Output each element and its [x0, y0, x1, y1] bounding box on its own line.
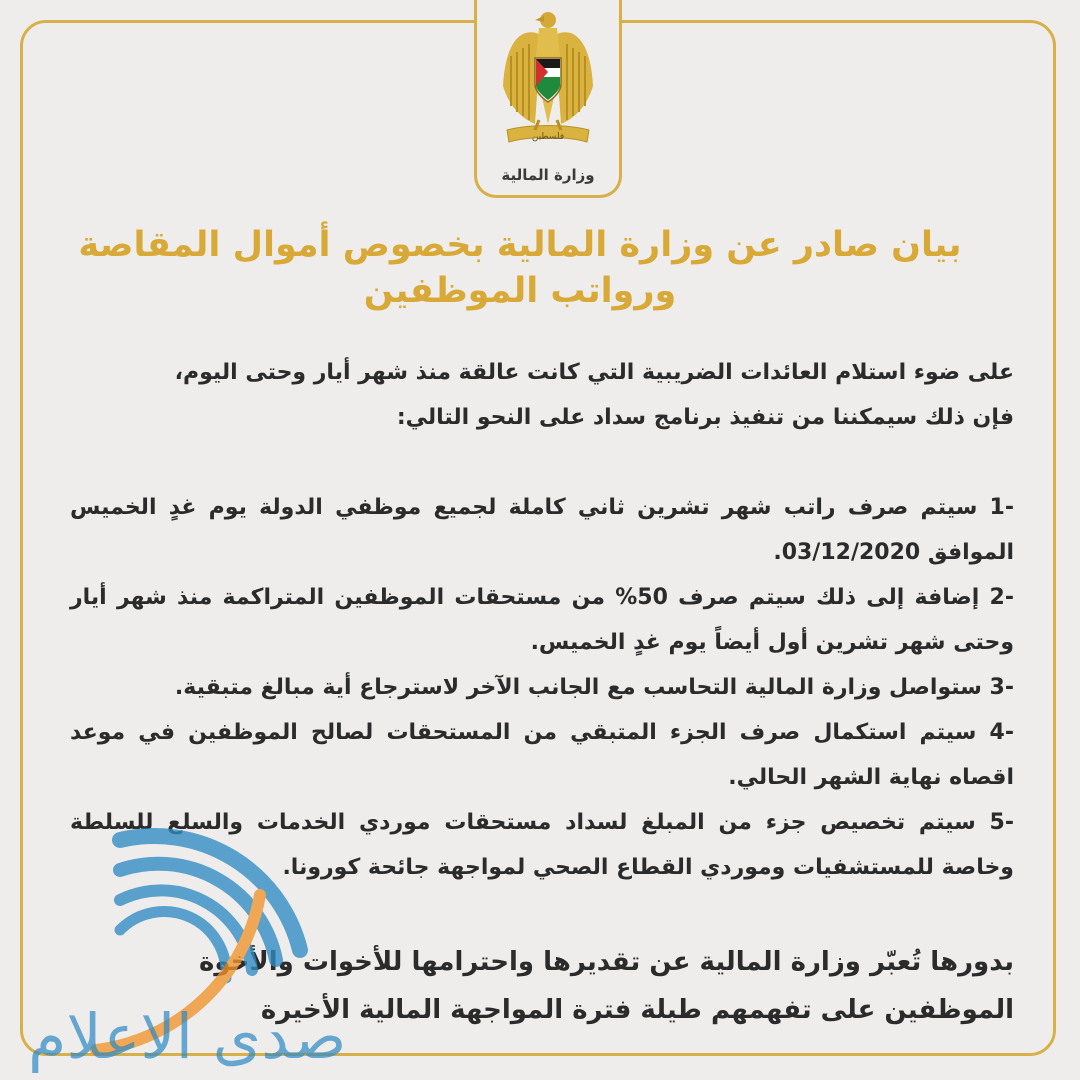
eagle-emblem-icon — [499, 6, 597, 156]
list-item: -2 إضافة إلى ذلك سيتم صرف 50% من مستحقات الموظفين المتراكمة منذ شهر أيار وحتى شهر تشرين أول أيضاً يوم غدٍ الخميس. — [70, 585, 1014, 655]
intro-line: فإن ذلك سيمكننا من تنفيذ برنامج سداد على النحو التالي: — [396, 405, 1014, 430]
watermark-text: صدى الاعلام — [28, 1000, 347, 1073]
emblem-caption: فلسطين — [531, 132, 565, 142]
list-item: -5 سيتم تخصيص جزء من المبلغ لسداد مستحقات موردي الخدمات والسلع للسلطة وخاصة للمستشفيات وموردي القطاع الصحي لمواجهة جائحة كورونا. — [70, 810, 1014, 880]
list-item: -1 سيتم صرف راتب شهر تشرين ثاني كاملة لجميع موظفي الدولة يوم غدٍ الخميس الموافق 03/12/2020. — [70, 495, 1014, 565]
closing-line: الموظفين على تفهمهم طيلة فترة المواجهة المالية الأخيرة — [260, 995, 1014, 1025]
list-item: -4 سيتم استكمال صرف الجزء المتبقي من المستحقات لصالح الموظفين في موعد اقصاه نهاية الشهر الحالي. — [70, 720, 1014, 790]
ministry-label: وزارة المالية — [501, 166, 595, 184]
title-line: بيان صادر عن وزارة المالية بخصوص أموال المقاصة — [78, 225, 962, 265]
emblem-header — [474, 0, 622, 198]
title-line: ورواتب الموظفين — [363, 271, 677, 311]
closing-line: بدورها تُعبّر وزارة المالية عن تقديرها واحترامها للأخوات والأخوة — [198, 947, 1014, 977]
intro-line: على ضوء استلام العائدات الضريبية التي كانت عالقة منذ شهر أيار وحتى اليوم، — [174, 360, 1014, 385]
statement-title — [60, 222, 980, 314]
list-item: -3 ستواصل وزارة المالية التحاسب مع الجانب الآخر لاسترجاع أية مبالغ متبقية. — [174, 675, 1014, 700]
